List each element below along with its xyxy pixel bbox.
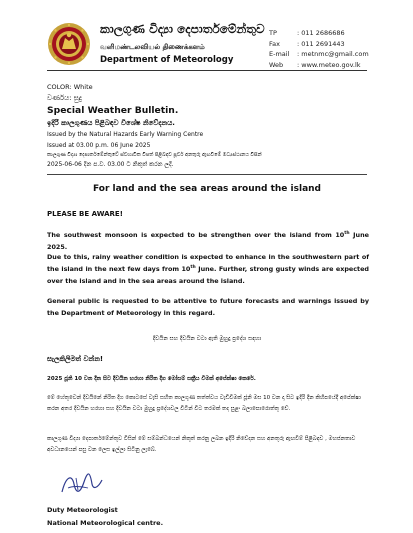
- section-divider: [47, 174, 367, 175]
- department-name-sinhala: කාලගුණ විද්‍යා දෙපාර්තමේන්තුව: [100, 22, 265, 36]
- header-divider: [47, 70, 367, 71]
- english-paragraph-1: The southwest monsoon is expected to be strengthen over the island from 10th June 2025.: [47, 230, 369, 251]
- department-name-tamil: வளிமண்டலவியல் திணைக்களம்: [100, 43, 205, 51]
- contact-block: [269, 28, 369, 70]
- sinhala-aware-label: සැලකිලිමත් වන්න!: [47, 355, 104, 363]
- contact-tp: TP : 011 2686686: [269, 29, 345, 37]
- bulletin-title-sinhala: ඉදිරි කාලගුණය පිළිබඳව විශේෂ නිවේදනය.: [47, 119, 175, 127]
- national-met-centre: National Meteorological centre.: [47, 519, 164, 527]
- bulletin-title: Special Weather Bulletin.: [47, 105, 179, 116]
- english-paragraph-2: Due to this, rainy weather condition is expected to enhance in the southwestern part of the island in the next few days from 10th June. Further, strong gusty winds are expected over the island and in the sea areas around the island.: [47, 253, 370, 285]
- english-aware-label: PLEASE BE AWARE!: [47, 210, 123, 218]
- contact-web: Web : www.meteo.gov.lk: [269, 60, 361, 69]
- english-paragraph-3: General public is requested to be attentive to future forecasts and warnings issued by the Department of Meteorology in this regard.: [47, 297, 369, 317]
- sinhala-paragraph-1: 2025 ජූනි 10 වන දින සිට දිවයින හරහා නිරිත දිග මෝසම් සක්‍රීය වීමක් අපේක්ෂා කෙරේ.: [47, 376, 256, 382]
- department-name-english: Department of Meteorology: [100, 55, 234, 65]
- color-label: COLOR: White: [47, 83, 93, 91]
- issued-by: Issued by the Natural Hazards Early Warning Centre: [47, 131, 204, 138]
- color-label-sinhala: වර්ණය: සුදු: [47, 94, 82, 102]
- contact-email: E-mail : metnmc@gmail.com: [269, 50, 369, 58]
- sinhala-paragraph-3: කාලගුණ විද්‍යා දෙපාර්තමේන්තුව විසින් මේ සම්බන්ධයෙන් නිකුත් කරනු ලබන ඉදිරි නිවේදන සහ අනතුරු ඇඟවීම් පිළිබඳව , මහජනතාව අවධානයෙන් පසු වන ලෙස ඉල්ලා සිටිනු ලැබේ.: [47, 436, 356, 453]
- issued-sinhala-line2: 2025-06-06 දින ප.ව. 03.00 ට නිකුත් කරන ලදි.: [47, 161, 174, 168]
- sinhala-paragraph-2: මේ හේතුවෙන් දිවයිනේ නිරිත දිග කොටසේ වැසි සහිත කාලගුණ තත්ත්වය වැඩිවීමක් ජූනි මස 10 වන දා සිට ඉදිරි දින කිහිපයේදී අපේක්ෂා කරන අතර දිවයින හරහා සහ දිවයින වටා මුහුදු ප්‍රදේශවල විටින් විට තරමක් තද සුළං බලාපොරොත්තු වේ.: [47, 395, 361, 412]
- issued-sinhala-line1: කාලගුණ විද්‍යා දෙපාර්තමේන්තුවේ ස්වභාවික විපත් පිළිබඳව පූර්ව අනතුරු ඇඟවීමේ මධ්‍යස්ථානය විසින්: [47, 152, 262, 158]
- contact-fax: Fax : 011 2691443: [269, 39, 345, 48]
- signature-image: [58, 470, 104, 498]
- sinhala-heading: දිවයින සහ දිවයින වටා ඇති මුහුදු ප්‍රදේශ සඳහා: [152, 336, 262, 342]
- sri-lanka-emblem-icon: [47, 22, 91, 66]
- duty-meteorologist: Duty Meteorologist: [47, 506, 118, 514]
- english-heading: For land and the sea areas around the island: [92, 184, 321, 194]
- issued-at: Issued at 03.00 p.m. 06 June 2025: [47, 142, 151, 149]
